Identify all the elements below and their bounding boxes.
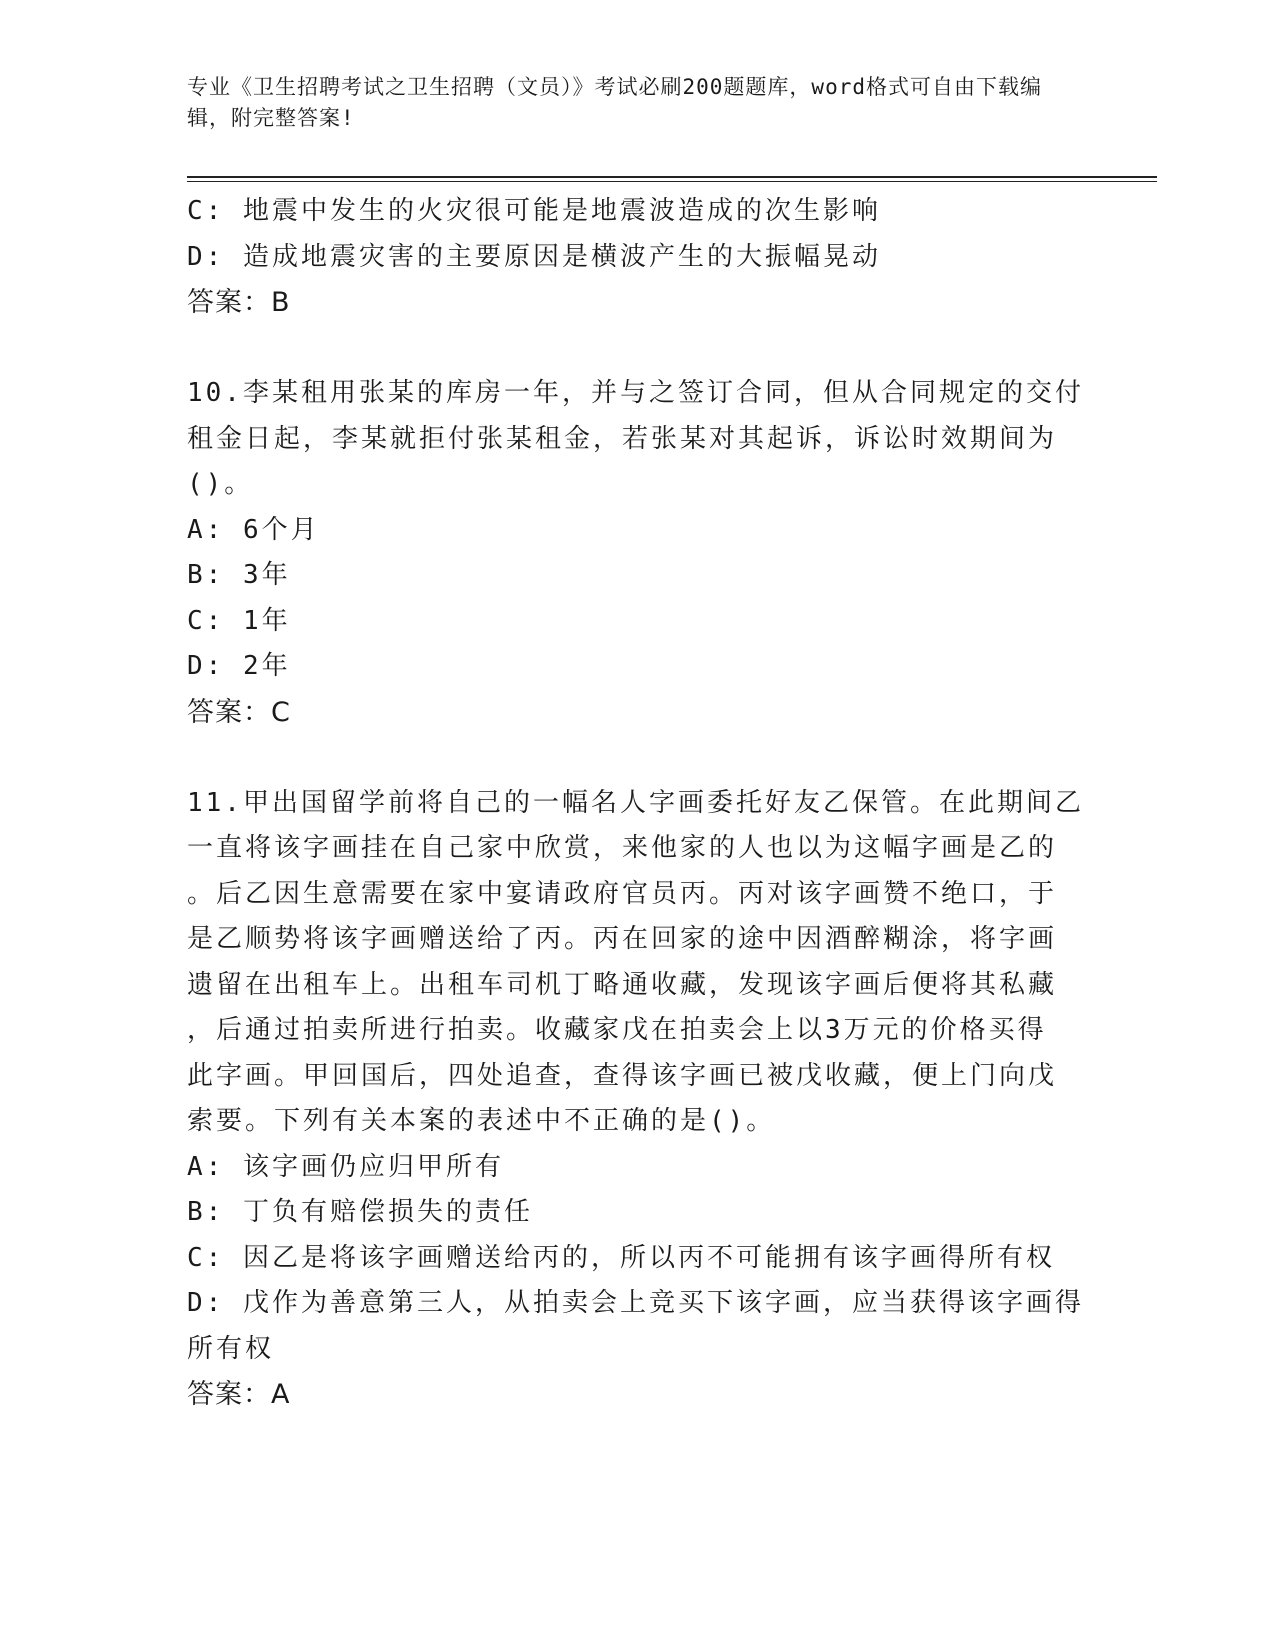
option-d-continuation: 所有权 xyxy=(187,1333,275,1364)
answer-text: 答案：B xyxy=(187,287,291,318)
question-text-line: 是乙顺势将该字画赠送给了丙。丙在回家的途中因酒醉糊涂，将字画 xyxy=(187,924,1058,954)
question-text-line: 10.李某租用张某的库房一年，并与之签订合同，但从合同规定的交付 xyxy=(187,378,1084,408)
question-text-line: ，后通过拍卖所进行拍卖。收藏家戊在拍卖会上以3万元的价格买得 xyxy=(187,1015,1047,1045)
option-c: C: 因乙是将该字画赠送给丙的，所以丙不可能拥有该字画得所有权 xyxy=(187,1242,1055,1273)
spacer xyxy=(187,326,1087,372)
answer-text: 答案：A xyxy=(187,1379,291,1410)
question-text-line: ()。 xyxy=(187,469,254,499)
document-header xyxy=(187,72,1087,134)
option-d: D: 戊作为善意第三人，从拍卖会上竞买下该字画，应当获得该字画得 xyxy=(187,1288,1084,1318)
question-11 xyxy=(187,781,1087,1418)
question-text-line: 一直将该字画挂在自己家中欣赏，来他家的人也以为这幅字画是乙的 xyxy=(187,833,1058,863)
document-title: 专业《卫生招聘考试之卫生招聘（文员）》考试必刷200题题库，word格式可自由下载编辑，附完整答案! xyxy=(187,75,1042,130)
option-a: A: 该字画仍应归甲所有 xyxy=(187,1151,504,1182)
question-text-line: 此字画。甲回国后，四处追查，查得该字画已被戊收藏，便上门向戊 xyxy=(187,1060,1058,1091)
header-divider xyxy=(187,176,1157,182)
spacer xyxy=(187,735,1087,781)
document-body xyxy=(187,189,1087,1418)
option-b: B: 3年 xyxy=(187,560,291,590)
option-d: D: 2年 xyxy=(187,651,291,681)
option-c: C: 地震中发生的火灾很可能是地震波造成的次生影响 xyxy=(187,196,881,226)
question-10 xyxy=(187,371,1087,735)
question-9-tail xyxy=(187,189,1087,326)
question-text-line: 租金日起，李某就拒付张某租金，若张某对其起诉，诉讼时效期间为 xyxy=(187,423,1058,454)
divider-thin xyxy=(187,181,1157,182)
question-text-line: 索要。下列有关本案的表述中不正确的是()。 xyxy=(187,1106,776,1136)
option-c: C: 1年 xyxy=(187,605,291,636)
option-d: D: 造成地震灾害的主要原因是横波产生的大振幅晃动 xyxy=(187,241,881,272)
answer-text: 答案：C xyxy=(187,696,291,728)
divider-thick xyxy=(187,176,1157,178)
question-text-line: 11.甲出国留学前将自己的一幅名人字画委托好友乙保管。在此期间乙 xyxy=(187,787,1084,818)
question-text-line: 遗留在出租车上。出租车司机丁略通收藏，发现该字画后便将其私藏 xyxy=(187,969,1058,1000)
question-text-line: 。后乙因生意需要在家中宴请政府官员丙。丙对该字画赞不绝口，于 xyxy=(187,878,1058,909)
option-b: B: 丁负有赔偿损失的责任 xyxy=(187,1197,533,1227)
option-a: A: 6个月 xyxy=(187,514,320,545)
